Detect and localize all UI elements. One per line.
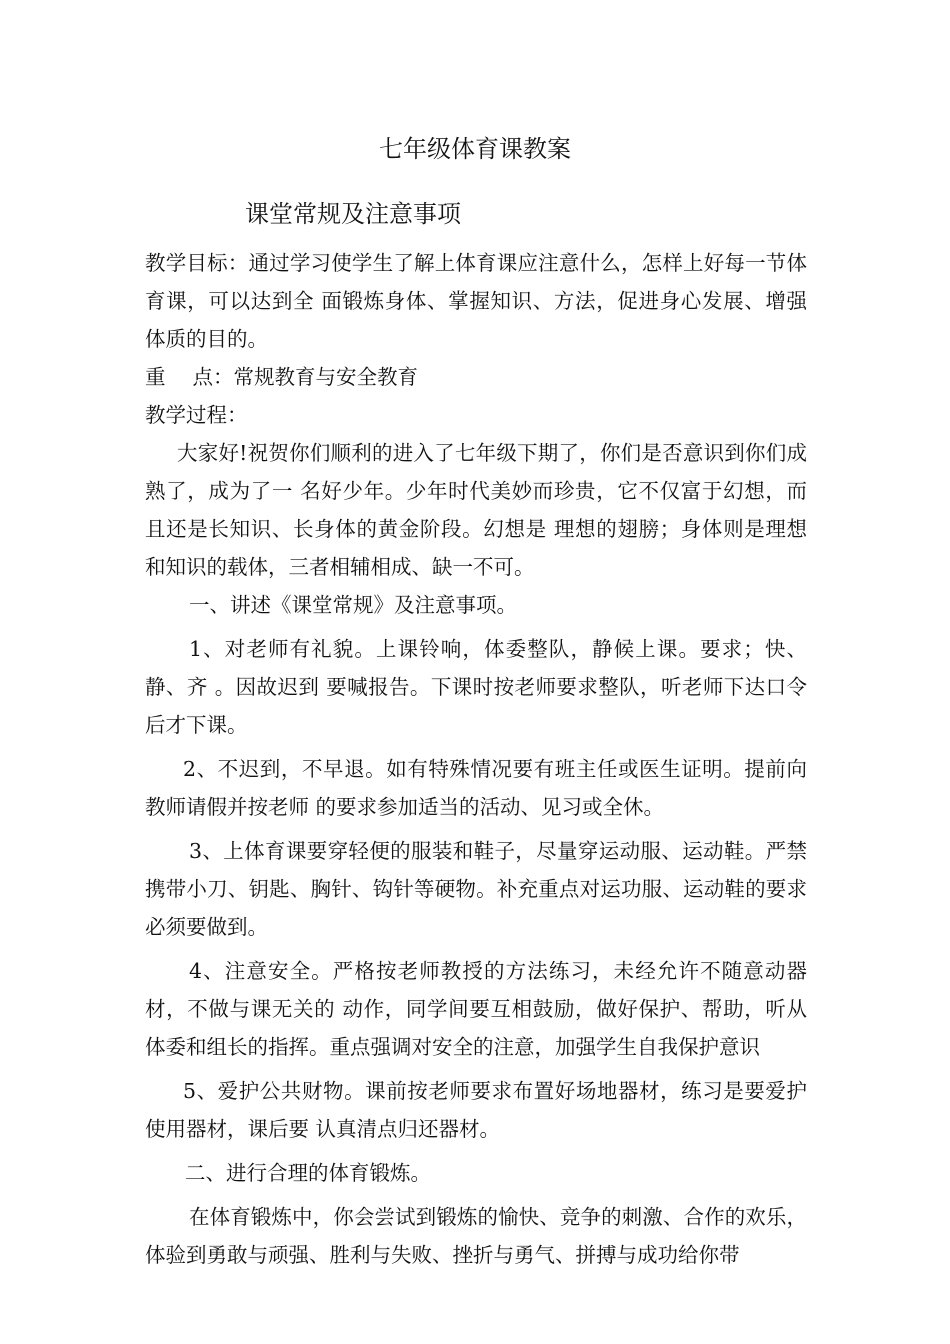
key-point: 重 点：常规教育与安全教育 [145,365,419,389]
document-title: 七年级体育课教案 [379,135,571,163]
document-subtitle: 课堂常规及注意事项 [245,200,461,228]
section-heading-2: 二、进行合理的体育锻炼。 [185,1161,431,1185]
section-heading-1: 一、讲述《课堂常规》及注意事项。 [189,593,517,617]
rule-item-5: 5、爱护公共财物。课前按老师要求布置好场地器材，练习是要爱护使用器材，课后要 认真清点归还器材。 [145,1079,807,1141]
teaching-objective: 教学目标：通过学习使学生了解上体育课应注意什么，怎样上好每一节体育课，可以达到全 面锻炼身体、掌握知识、方法，促进身心发展、增强体质的目的。 [145,251,807,351]
rule-item-1: 1、对老师有礼貌。上课铃响，体委整队，静候上课。要求；快、静、齐 。因故迟到 要喊报告。下课时按老师要求整队，听老师下达口令后才下课。 [145,637,807,737]
rule-item-2: 2、不迟到，不早退。如有特殊情况要有班主任或医生证明。提前向教师请假并按老师 的要求参加适当的活动、见习或全休。 [145,757,807,819]
rule-item-4: 4、注意安全。严格按老师教授的方法练习，未经允许不随意动器材，不做与课无关的 动作，同学间要互相鼓励，做好保护、帮助，听从体委和组长的指挥。重点强调对安全的注意，加强学生自我保护意识 [145,959,807,1059]
process-label: 教学过程： [145,403,248,427]
closing-paragraph: 在体育锻炼中，你会尝试到锻炼的愉快、竞争的刺激、合作的欢乐，体验到勇敢与顽强、胜利与失败、挫折与勇气、拼搏与成功给你带 [145,1205,807,1267]
document-body [145,244,807,1274]
rule-item-3: 3、上体育课要穿轻便的服装和鞋子，尽量穿运动服、运动鞋。严禁携带小刀、钥匙、胸针、钩针等硬物。补充重点对运功服、运动鞋的要求必须要做到。 [145,839,807,939]
intro-paragraph: 大家好!祝贺你们顺利的进入了七年级下期了，你们是否意识到你们成熟了，成为了一 名好少年。少年时代美妙而珍贵，它不仅富于幻想，而且还是长知识、长身体的黄金阶段。幻想是 理想的翅膀；身体则是理想和知识的载体，三者相辅相成、缺一不可。 [145,441,807,579]
